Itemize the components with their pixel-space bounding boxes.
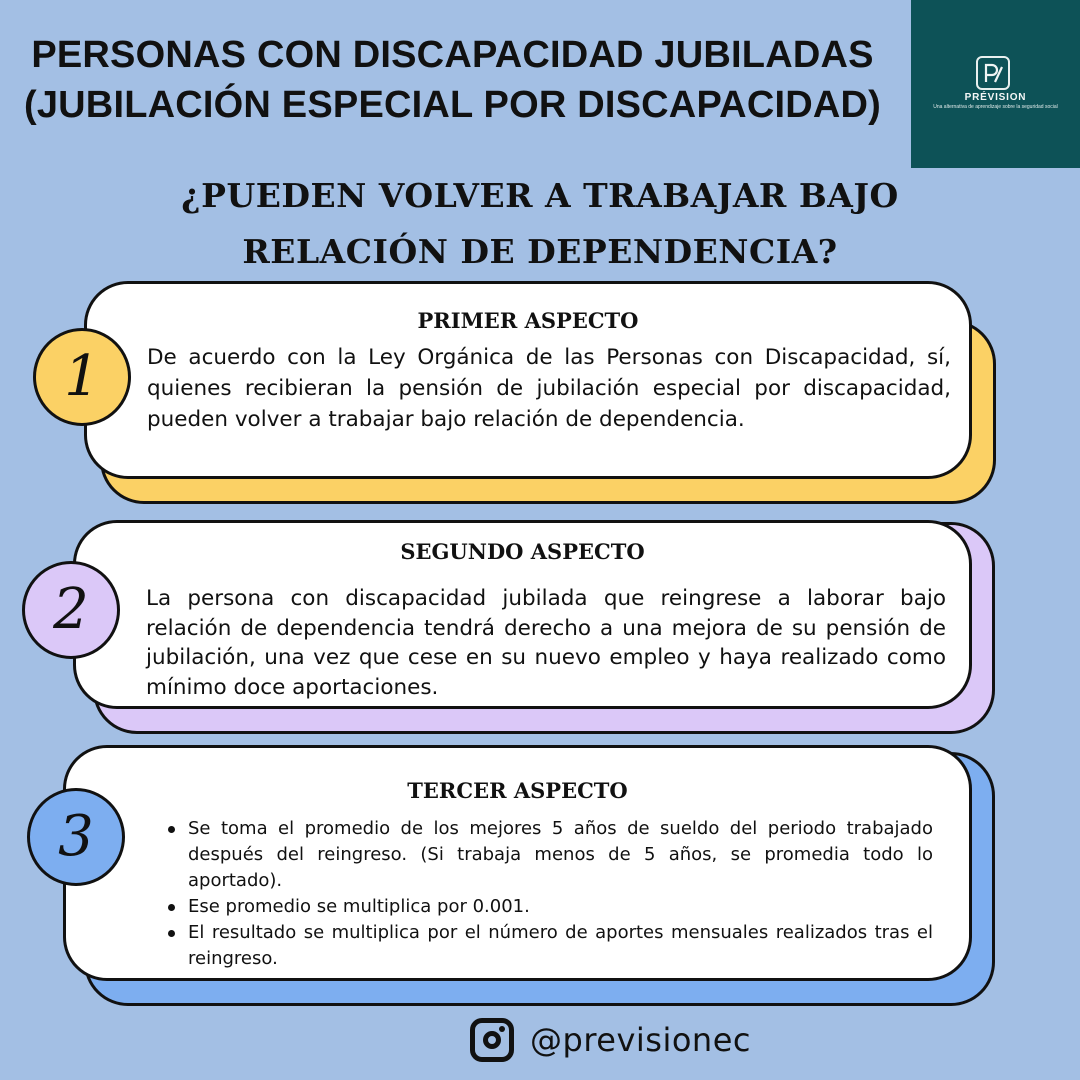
instagram-handle[interactable]: @previsionec [530, 1021, 751, 1059]
card-1-number-badge: 1 [33, 328, 131, 426]
card-1-heading: PRIMER ASPECTO [417, 308, 639, 333]
subtitle-question [130, 168, 950, 280]
card-3-points [163, 816, 933, 972]
logo-mark-icon [976, 56, 1010, 90]
list-item: El resultado se multiplica por el número de aportes mensuales realizados tras el reingreso. [188, 920, 933, 972]
logo-tagline: Una alternativa de aprendizaje sobre la seguridad social [933, 104, 1058, 110]
card-3-number-badge: 3 [27, 788, 125, 886]
card-1-body: De acuerdo con la Ley Orgánica de las Personas con Discapacidad, sí, quienes recibieran la pensión de jubilación especial por discapacidad, pueden volver a trabajar bajo relación de dependencia. [147, 345, 951, 432]
main-title-line1: PERSONAS CON DISCAPACIDAD JUBILADAS [31, 34, 874, 76]
card-2-heading: SEGUNDO ASPECTO [400, 539, 645, 564]
main-title-line2: (JUBILACIÓN ESPECIAL POR DISCAPACIDAD) [23, 84, 882, 126]
card-2-number-badge: 2 [22, 561, 120, 659]
card-2-body: La persona con discapacidad jubilada que reingrese a laborar bajo relación de dependencia tendrá derecho a una mejora de su pensión de jubilación, una vez que cese en su nuevo empleo y haya realizado como mínimo doce aportaciones. [146, 586, 946, 700]
instagram-dot [499, 1026, 505, 1032]
subtitle-line2: RELACIÓN DE DEPENDENCIA? [242, 232, 838, 271]
list-item: Ese promedio se multiplica por 0.001. [188, 894, 933, 920]
card-3 [63, 745, 972, 981]
card-2 [73, 520, 972, 709]
list-item: Se toma el promedio de los mejores 5 años de sueldo del periodo trabajado después del reingreso. (Si trabaja menos de 5 años, se promedia todo lo aportado). [188, 816, 933, 894]
instagram-footer[interactable] [470, 1016, 751, 1064]
instagram-icon[interactable] [470, 1018, 514, 1062]
card-1 [84, 281, 972, 479]
logo-name: PRÉVISION [964, 92, 1027, 103]
subtitle-line1: ¿PUEDEN VOLVER A TRABAJAR BAJO [181, 176, 899, 215]
prevision-logo [911, 0, 1080, 168]
instagram-lens [483, 1031, 501, 1049]
main-title [0, 30, 905, 130]
card-3-heading: TERCER ASPECTO [407, 778, 628, 803]
